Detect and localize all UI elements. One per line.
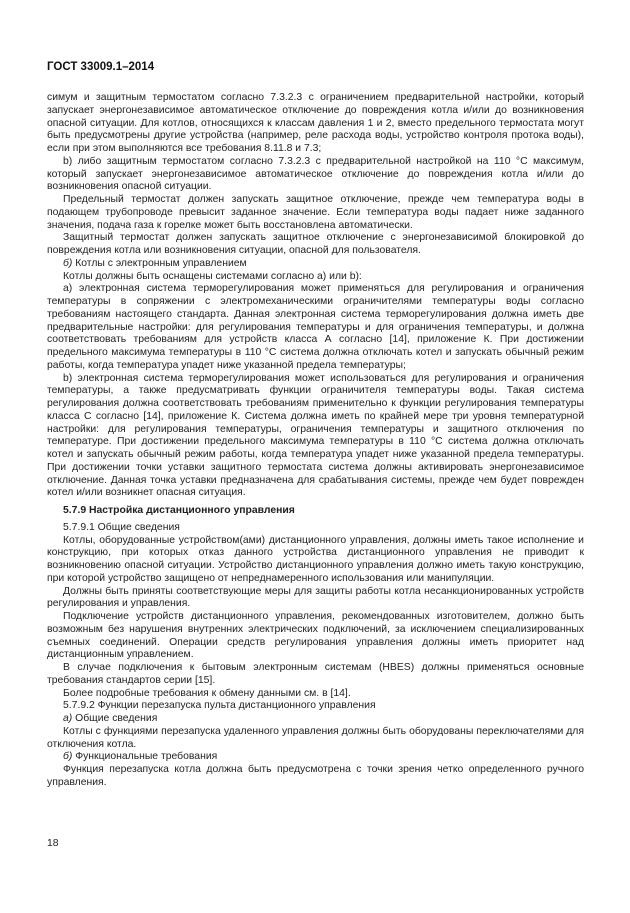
subsection-title: 5.7.9.1 Общие сведения	[63, 521, 180, 533]
document-header: ГОСТ 33009.1–2014	[47, 61, 155, 73]
paragraph: Предельный термостат должен запускать защитное отключение, прежде чем температура воды в подающем трубопроводе превысит заданное значение. Если температура воды падает ниже заданного значения, подача газа к горелке может быть восстановлена автоматически.	[47, 194, 584, 231]
list-item-heading	[47, 751, 584, 764]
list-item-heading	[47, 713, 584, 726]
paragraph: В случае подключения к бытовым электронным системам (HBES) должны применяться основные требования стандартов серии [15].	[47, 662, 584, 686]
paragraph: Котлы с функциями перезапуска удаленного управления должны быть оборудованы переключателями для отключения котла.	[47, 725, 584, 750]
section-heading: 5.7.9 Настройка дистанционного управления	[63, 505, 295, 516]
paragraph: b) электронная система терморегулирования может использоваться для регулирования и ограничения температуры, а также предусматривать функции ограничителя температуры воды. Такая система регулирования должна соответствовать требованиям применительно к функции регулирования температуры класса С согласно [14], приложение К. Система должна иметь по крайней мере три уровня температурной настройки: для регулирования температуры, ограничения температуры и защитного отключения по температуре. При достижении предельного максимума температуры в 110 °C система должна отключать котел и запускать обычный режим работы, когда температура упадет ниже указанной предела температуры. При достижении точки уставки защитного термостата система должны активировать энергонезависимое отключение. Данная точка уставки предназначена для срабатывания системы, прежде чем будет поврежден котел и/или возникнет опасная ситуация.	[47, 372, 584, 499]
subsection-title: 5.7.9.2 Функции перезапуска пульта дистанционного управления	[63, 700, 376, 712]
paragraph: Защитный термостат должен запускать защитное отключение с энергонезависимой блокировкой до повреждения котла или возникновения ситуации, опасной для пользователя.	[47, 232, 584, 256]
list-marker: а)	[63, 713, 73, 724]
list-item-label: Общие сведения	[72, 713, 158, 724]
list-item-heading	[47, 258, 584, 271]
paragraph: b) либо защитным термостатом согласно 7.3.2.3 с предварительной настройкой на 110 °C максимум, который запускает энергонезависимое автоматическое отключение до повреждения котла и/или до возникновения опасной ситуации.	[47, 155, 584, 193]
paragraph: симум и защитным термостатом согласно 7.3.2.3 с ограничением предварительной настройки, который запускает энергонезависимое автоматическое отключение до повреждения котла и/или до возникновения опасной ситуации. Для котлов, относящихся к классам давления 1 и 2, вместо предельного термостата могут быть предусмотрены другие устройства (например, реле расхода воды, устройство контроля протока воды), если при этом выполняются все требования 8.11.8 и 7.3;	[47, 92, 584, 154]
paragraph: Котлы, оборудованные устройством(ами) дистанционного управления, должны иметь такое исполнение и конструкцию, при которых отказ данного устройства дистанционного управления не приводит к возникновению опасной ситуации. Устройство дистанционного управления должно иметь такую конструкцию, при которой устройство защищено от непреднамеренного использования или манипуляции.	[47, 534, 584, 584]
paragraph: Более подробные требования к обмену данными см. в [14].	[63, 687, 351, 699]
list-item-label: Котлы с электронным управлением	[72, 257, 247, 269]
list-marker: б)	[63, 257, 73, 269]
page-number: 18	[47, 838, 59, 849]
list-marker: б)	[63, 751, 73, 763]
paragraph: Котлы должны быть оснащены системами согласно а) или b):	[63, 270, 362, 282]
list-item-label: Функциональные требования	[72, 751, 218, 763]
paragraph: а) электронная система терморегулирования может применяться для регулирования и ограничения температуры в сопряжении с электромеханическими ограничителями температуры воды согласно требованиям настоящего стандарта. Данная электронная система терморегулирования должна иметь две предварительные настройки: для регулирования температуры и для ограничения температуры, и должна соответствовать требованиям для устройств класса А согласно [14], приложение К. При достижении предельного максимума температуры в 110 °C система должна отключать котел и запускать обычный режим работы, когда температура упадет ниже указанной предела температуры;	[47, 283, 584, 371]
paragraph: Должны быть приняты соответствующие меры для защиты работы котла несанкционированных устройств регулирования и управления.	[47, 585, 584, 610]
paragraph: Функция перезапуска котла должна быть предусмотрена с точки зрения четко определенного ручного управления.	[47, 764, 584, 788]
paragraph: Подключение устройств дистанционного управления, рекомендованных изготовителем, должно быть возможным без нарушения внутренних электрических подключений, за исключением специализированных съемных соединений. Операции средств регулирования управления должны иметь приоритет над дистанционным управлением.	[47, 611, 584, 661]
document-body	[47, 92, 584, 790]
